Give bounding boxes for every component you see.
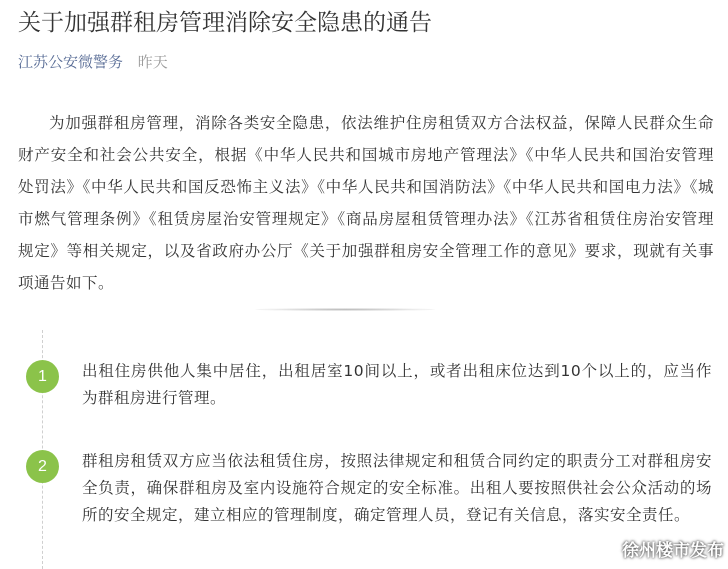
article-title: 关于加强群租房管理消除安全隐患的通告 — [18, 10, 432, 36]
wechat-icon — [594, 540, 616, 558]
intro-paragraph: 为加强群租房管理，消除各类安全隐患，依法维护住房租赁双方合法权益，保障人民群众生命财产安全和社会公共安全，根据《中华人民共和国城市房地产管理法》《中华人民共和国治安管理处罚法》《中华人民共和国反恐怖主义法》《中华人民共和国消防法》《中华人民共和国电力法》《城市燃气管理条例》《租赁房屋治安管理规定》《商品房屋租赁管理办法》《江苏省租赁住房治安管理规定》等相关规定，以及省政府办公厅《关于加强群租房安全管理工作的意见》要求，现就有关事项通告如下。 — [18, 114, 714, 292]
article-date: 昨天 — [137, 53, 168, 71]
article-meta — [18, 52, 168, 72]
item-number-badge: 1 — [26, 360, 59, 393]
article-intro — [18, 107, 714, 299]
item-text: 出租住房供他人集中居住，出租居室10间以上，或者出租床位达到10个以上的，应当作为群租房进行管理。 — [82, 362, 712, 407]
section-divider — [255, 308, 435, 311]
watermark-text: 徐州楼市发布 — [622, 541, 724, 561]
item-text: 群租房租赁双方应当依法租赁住房，按照法律规定和租赁合同约定的职责分工对群租房安全负责，确保群租房及室内设施符合规定的安全标准。出租人要按照供社会公众活动的场所的安全规定，建立相应的管理制度，确定管理人员，登记有关信息，落实安全责任。 — [82, 452, 712, 524]
item-number-badge: 2 — [26, 450, 59, 483]
article-source-link[interactable]: 江苏公安微警务 — [18, 53, 124, 71]
watermark — [594, 536, 724, 561]
